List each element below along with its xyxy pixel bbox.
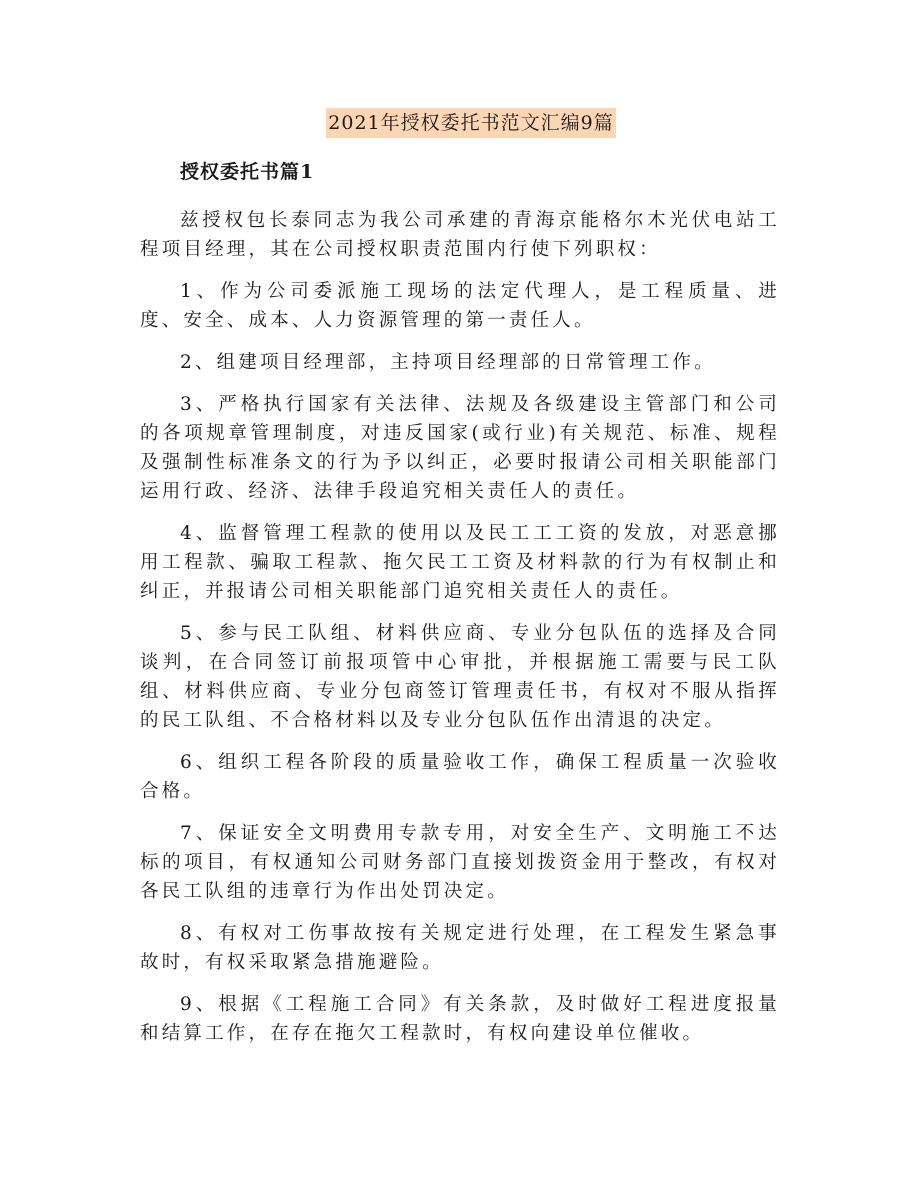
section-heading: 授权委托书篇1 (180, 161, 315, 183)
document-title: 2021年授权委托书范文汇编9篇 (326, 108, 615, 138)
clause-9: 9、根据《工程施工合同》有关条款，及时做好工程进度报量和结算工作，在存在拖欠工程款时，有权向建设单位催收。 (140, 994, 780, 1044)
intro-paragraph: 兹授权包长泰同志为我公司承建的青海京能格尔木光伏电站工程项目经理，其在公司授权职责范围内行使下列职权： (140, 210, 780, 260)
clause-4: 4、监督管理工程款的使用以及民工工工资的发放，对恶意挪用工程款、骗取工程款、拖欠民工工资及材料款的行为有权制止和纠正，并报请公司相关职能部门追究相关责任人的责任。 (140, 523, 780, 602)
clause-8: 8、有权对工伤事故按有关规定进行处理，在工程发生紧急事故时，有权采取紧急措施避险。 (140, 923, 780, 973)
clause-7: 7、保证安全文明费用专款专用，对安全生产、文明施工不达标的项目，有权通知公司财务部门直接划拨资金用于整改，有权对各民工队组的违章行为作出处罚决定。 (140, 823, 780, 902)
document-body (140, 206, 780, 1061)
clause-5: 5、参与民工队组、材料供应商、专业分包队伍的选择及合同谈判，在合同签订前报项管中心审批，并根据施工需要与民工队组、材料供应商、专业分包商签订管理责任书，有权对不服从指挥的民工队组、不合格材料以及专业分包队伍作出清退的决定。 (140, 623, 780, 731)
clause-1: 1、作为公司委派施工现场的法定代理人，是工程质量、进度、安全、成本、人力资源管理的第一责任人。 (140, 281, 780, 331)
clause-6: 6、组织工程各阶段的质量验收工作，确保工程质量一次验收合格。 (140, 752, 780, 802)
clause-3: 3、严格执行国家有关法律、法规及各级建设主管部门和公司的各项规章管理制度，对违反国家(或行业)有关规范、标准、规程及强制性标准条文的行为予以纠正，必要时报请公司相关职能部门运用行政、经济、法律手段追究相关责任人的责任。 (140, 394, 780, 502)
clause-2: 2、组建项目经理部，主持项目经理部的日常管理工作。 (180, 352, 716, 373)
title-container (0, 108, 920, 138)
